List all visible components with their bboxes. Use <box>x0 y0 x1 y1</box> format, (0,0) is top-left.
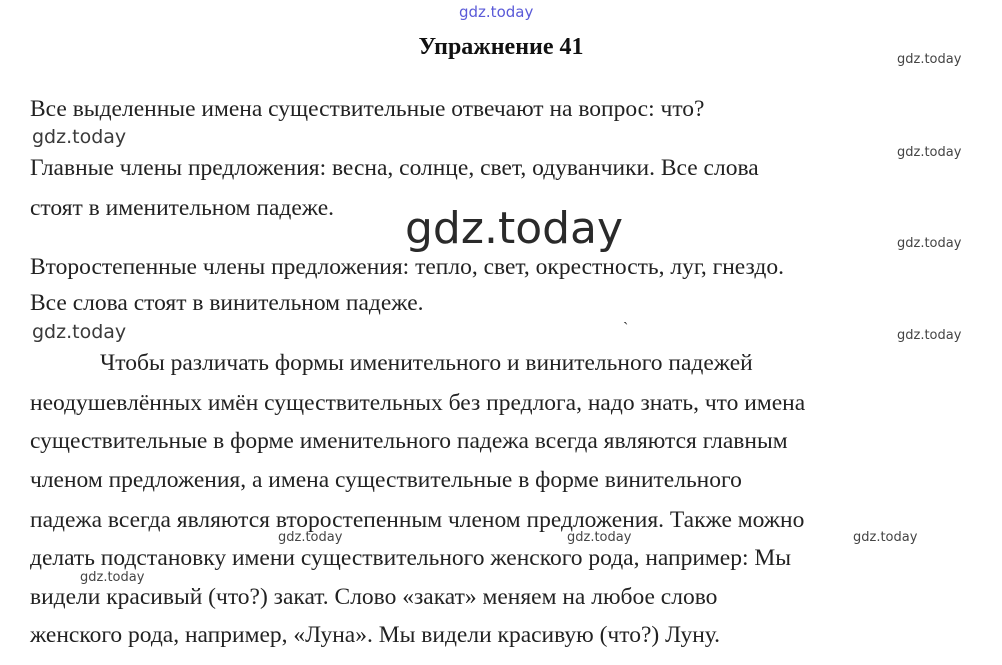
text-line-13: женского рода, например, «Луна». Мы видели красивую (что?) Луну. <box>30 622 721 648</box>
watermark-bottom-3: gdz.today <box>853 530 918 545</box>
text-line-2: Главные члены предложения: весна, солнце, свет, одуванчики. Все слова <box>30 155 759 181</box>
watermark-right-2: gdz.today <box>897 145 962 160</box>
text-line-4: Второстепенные члены предложения: тепло, свет, окрестность, луг, гнездо. <box>30 254 784 280</box>
exercise-title: Упражнение 41 <box>418 34 584 60</box>
watermark-center: gdz.today <box>405 203 624 254</box>
watermark-right-1: gdz.today <box>897 52 962 67</box>
text-line-3: стоят в именительном падеже. <box>30 195 335 221</box>
text-line-12: видели красивый (что?) закат. Слово «закат» меняем на любое слово <box>30 584 718 610</box>
watermark-bottom-2: gdz.today <box>567 530 632 545</box>
text-line-11: делать подстановку имени существительного женского рода, например: Мы <box>30 545 792 571</box>
watermark-left-2: gdz.today <box>32 321 127 343</box>
stray-mark: ˎ <box>623 308 629 325</box>
watermark-right-4: gdz.today <box>897 328 962 343</box>
text-line-9: членом предложения, а имена существительные в форме винительного <box>30 467 742 493</box>
text-line-1: Все выделенные имена существительные отвечают на вопрос: что? <box>30 96 705 122</box>
watermark-bottom-1: gdz.today <box>278 530 343 545</box>
text-line-5: Все слова стоят в винительном падеже. <box>30 290 424 316</box>
text-line-6: Чтобы различать формы именительного и винительного падежей <box>100 350 753 376</box>
watermark-bottom-4: gdz.today <box>80 570 145 585</box>
watermark-left-1: gdz.today <box>32 126 127 148</box>
text-line-8: существительные в форме именительного падежа всегда являются главным <box>30 428 788 454</box>
text-line-7: неодушевлённых имён существительных без предлога, надо знать, что имена <box>30 390 806 416</box>
watermark-right-3: gdz.today <box>897 236 962 251</box>
text-line-10: падежа всегда являются второстепенным членом предложения. Также можно <box>30 507 805 533</box>
watermark-top[interactable]: gdz.today <box>459 3 534 21</box>
